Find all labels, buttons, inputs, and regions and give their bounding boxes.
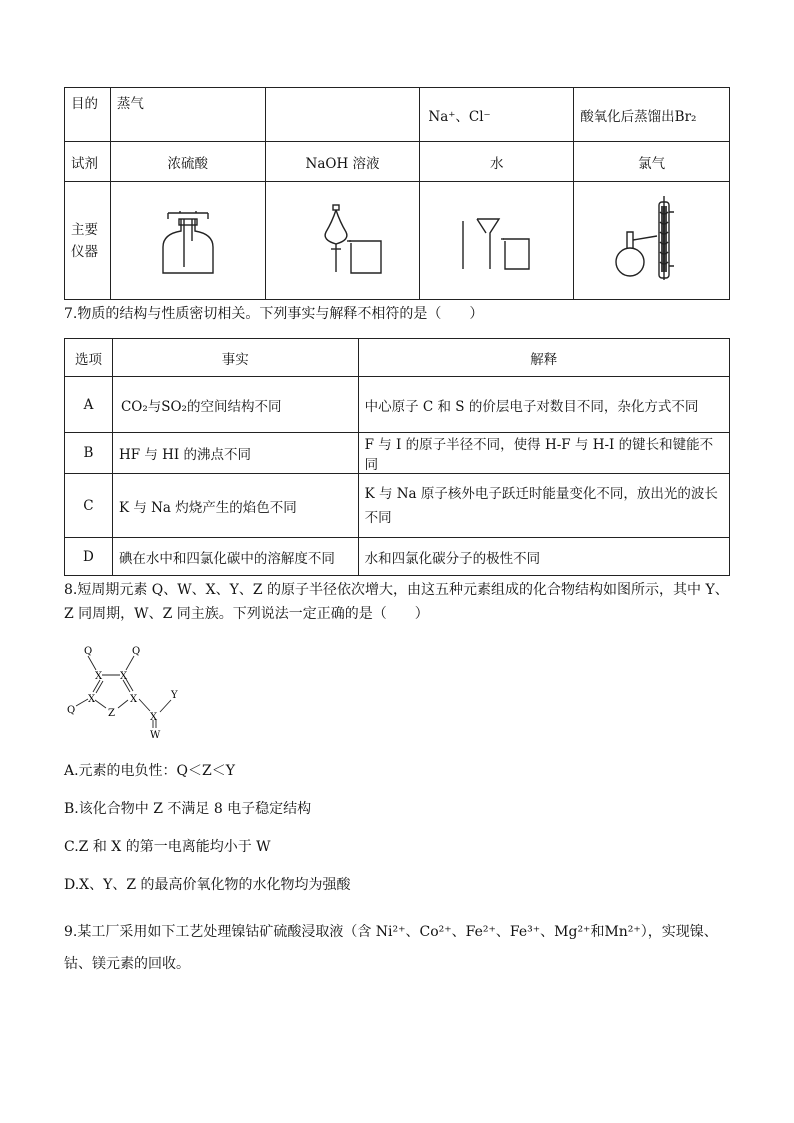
q7-explanation: F 与 I 的原子半径不同，使得 H-F 与 H-I 的键长和键能不同 bbox=[358, 433, 729, 474]
reagent-header: 试剂 bbox=[65, 142, 111, 182]
q7-fact: HF 与 HI 的沸点不同 bbox=[112, 433, 358, 474]
q7-explanation bbox=[358, 474, 729, 538]
q7-explanation-line2: 不同 bbox=[364, 509, 392, 526]
reagent-cell-4: 氯气 bbox=[574, 142, 730, 182]
funnel-and-beaker-icon bbox=[447, 199, 547, 279]
row-purpose bbox=[65, 88, 730, 142]
q7-header-option: 选项 bbox=[65, 339, 113, 377]
q7-stem: 7.物质的结构与性质密切相关。下列事实与解释不相符的是（ ） bbox=[64, 306, 484, 322]
q7-option-label: A bbox=[65, 377, 113, 433]
apparatus-header bbox=[65, 182, 111, 300]
q7-table bbox=[64, 338, 730, 576]
q7-explanation: 水和四氯化碳分子的极性不同 bbox=[358, 538, 729, 576]
atom-x-5: X bbox=[150, 712, 158, 723]
q7-option-label: B bbox=[65, 433, 113, 474]
q9-stem-line2: 钴、镁元素的回收。 bbox=[64, 956, 190, 972]
apparatus-cell-1 bbox=[110, 182, 265, 300]
purpose-header: 目的 bbox=[65, 88, 111, 142]
purpose-cell-4: 酸氧化后蒸馏出Br₂ bbox=[574, 88, 730, 142]
q8-option-a: A.元素的电负性：Q＜Z＜Y bbox=[64, 763, 236, 779]
compound-structure-diagram bbox=[62, 640, 192, 740]
q7-fact: CO₂与SO₂的空间结构不同 bbox=[112, 377, 358, 433]
q8-stem-line2: Z 同周期，W、Z 同主族。下列说法一定正确的是（ ） bbox=[64, 606, 429, 622]
reagent-cell-3: 水 bbox=[420, 142, 574, 182]
atom-x-3: X bbox=[88, 694, 96, 705]
apparatus-cell-4 bbox=[574, 182, 730, 300]
q7-option-label: D bbox=[65, 538, 113, 576]
atom-y: Y bbox=[171, 690, 178, 701]
apparatus-table bbox=[64, 87, 730, 300]
q7-header-fact: 事实 bbox=[112, 339, 358, 377]
reagent-cell-1: 浓硫酸 bbox=[110, 142, 265, 182]
apparatus-cell-2 bbox=[265, 182, 420, 300]
apparatus-header-line1: 主要 bbox=[71, 221, 98, 238]
q8-option-c: C.Z 和 X 的第一电离能均小于 W bbox=[64, 839, 271, 855]
row-apparatus bbox=[65, 182, 730, 300]
reagent-cell-2: NaOH 溶液 bbox=[265, 142, 420, 182]
atom-x-4: X bbox=[130, 694, 138, 705]
apparatus-header-line2: 仪器 bbox=[71, 243, 98, 260]
q7-row-a bbox=[65, 377, 730, 433]
atom-x-1: X bbox=[95, 671, 103, 682]
separatory-funnel-icon bbox=[293, 199, 393, 279]
purpose-cell-1: 蒸气 bbox=[110, 88, 265, 142]
distillation-flask-condenser-icon bbox=[602, 192, 702, 286]
atom-z: Z bbox=[108, 708, 115, 719]
q7-row-c bbox=[65, 474, 730, 538]
row-reagent bbox=[65, 142, 730, 182]
atom-q-top-right: Q bbox=[132, 646, 141, 657]
gas-washing-bottle-icon bbox=[148, 199, 228, 279]
atom-x-2: X bbox=[120, 671, 128, 682]
q7-fact: 碘在水中和四氯化碳中的溶解度不同 bbox=[112, 538, 358, 576]
apparatus-cell-3 bbox=[420, 182, 574, 300]
q7-header-row bbox=[65, 339, 730, 377]
atom-q-left: Q bbox=[67, 705, 76, 716]
q7-option-label: C bbox=[65, 474, 113, 538]
q7-fact: K 与 Na 灼烧产生的焰色不同 bbox=[112, 474, 358, 538]
atom-q-top-left: Q bbox=[84, 646, 93, 657]
q7-header-explanation: 解释 bbox=[358, 339, 729, 377]
q8-option-b: B.该化合物中 Z 不满足 8 电子稳定结构 bbox=[64, 801, 312, 817]
q7-explanation-line1: K 与 Na 原子核外电子跃迁时能量变化不同，放出光的波长 bbox=[364, 485, 718, 502]
purpose-cell-3: Na⁺、Cl⁻ bbox=[420, 88, 574, 142]
q7-explanation: 中心原子 C 和 S 的价层电子对数目不同，杂化方式不同 bbox=[358, 377, 729, 433]
q7-row-d bbox=[65, 538, 730, 576]
atom-w: W bbox=[150, 730, 161, 740]
q7-row-b bbox=[65, 433, 730, 474]
purpose-cell-2 bbox=[265, 88, 420, 142]
q9-stem-line1: 9.某工厂采用如下工艺处理镍钴矿硫酸浸取液（含 Ni²⁺、Co²⁺、Fe²⁺、Fe³⁺、Mg²⁺和Mn²⁺），实现镍、 bbox=[64, 924, 718, 940]
q8-option-d: D.X、Y、Z 的最高价氧化物的水化物均为强酸 bbox=[64, 877, 351, 893]
q8-stem-line1: 8.短周期元素 Q、W、X、Y、Z 的原子半径依次增大，由这五种元素组成的化合物结构如图所示，其中 Y、 bbox=[64, 582, 729, 598]
